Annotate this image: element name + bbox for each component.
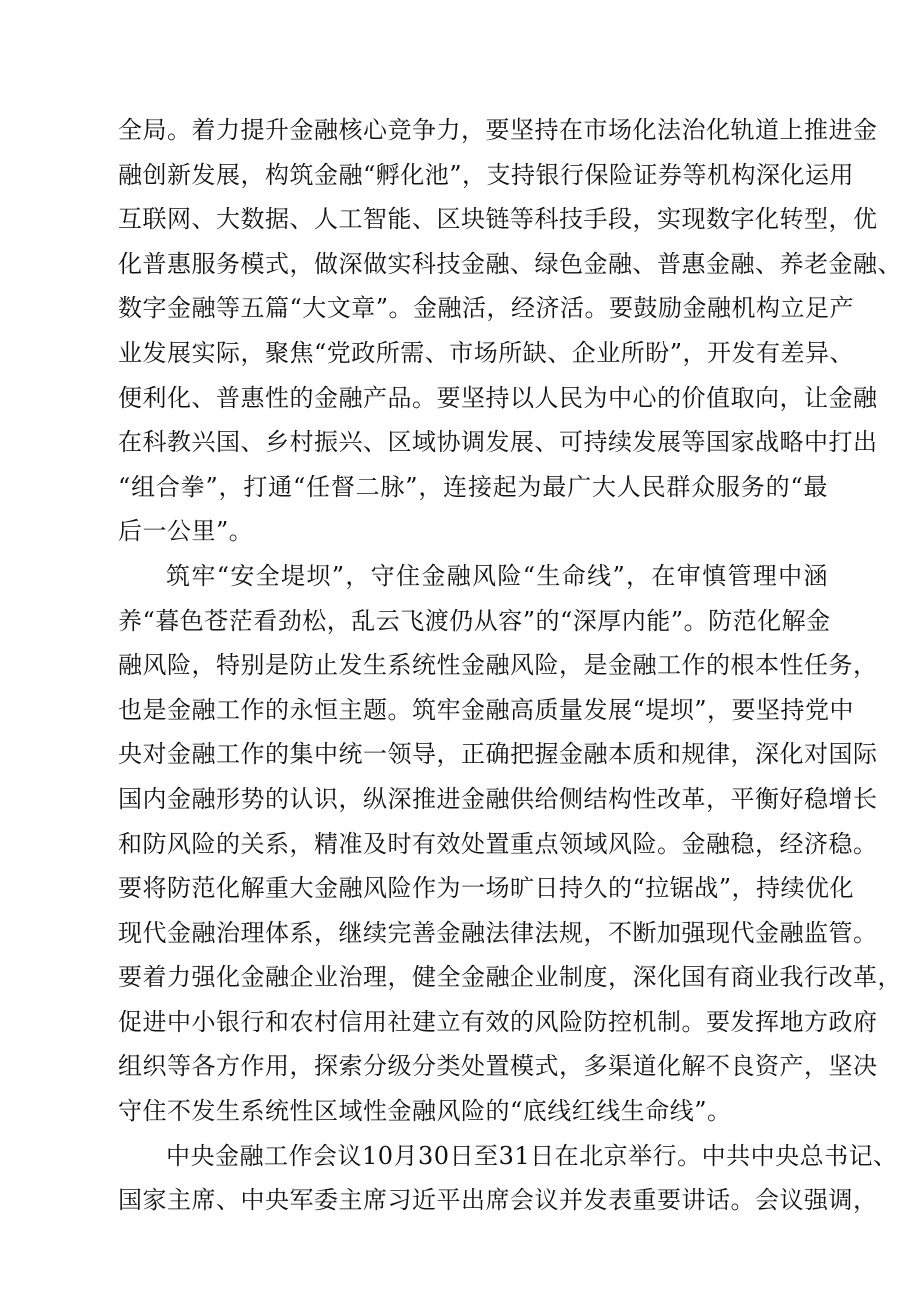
document-body [118, 108, 902, 1223]
paragraph-line: 现代金融治理体系，继续完善金融法律法规，不断加强现代金融监管。 [118, 918, 878, 947]
paragraph-line: 后一公里”。 [118, 517, 254, 546]
paragraph [118, 108, 902, 554]
paragraph-line: 养“暮色苍茫看劲松，乱云飞渡仍从容”的“深厚内能”。防范化解金 [118, 606, 831, 635]
paragraph-line: 要将防范化解重大金融风险作为一场旷日持久的“拉锯战”，持续优化 [118, 874, 855, 903]
paragraph-line: 筑牢“安全堤坝”，守住金融风险“生命线”，在审慎管理中涵 [166, 561, 828, 590]
paragraph-line: 互联网、大数据、人工智能、区块链等科技手段，实现数字化转型，优 [118, 205, 878, 234]
paragraph [118, 554, 902, 1134]
paragraph-line: 融创新发展，构筑金融“孵化池”，支持银行保险证券等机构深化运用 [118, 160, 855, 189]
paragraph-line: 央对金融工作的集中统一领导，正确把握金融本质和规律，深化对国际 [118, 740, 878, 769]
paragraph-line: 中央金融工作会议10月30日至31日在北京举行。中共中央总书记、 [166, 1141, 898, 1170]
paragraph-line: 要着力强化金融企业治理，健全金融企业制度，深化国有商业我行改革， [118, 963, 902, 992]
paragraph-line: 也是金融工作的永恒主题。筑牢金融高质量发展“堤坝”，要坚持党中 [118, 695, 855, 724]
paragraph-line: “组合拳”，打通“任督二脉”，连接起为最广大人民群众服务的“最 [118, 472, 828, 501]
paragraph-line: 和防风险的关系，精准及时有效处置重点领域风险。金融稳，经济稳。 [118, 829, 878, 858]
paragraph-line: 守住不发生系统性区域性金融风险的“底线红线生命线”。 [118, 1097, 732, 1126]
paragraph-line: 全局。着力提升金融核心竞争力，要坚持在市场化法治化轨道上推进金 [118, 116, 878, 144]
paragraph-line: 国内金融形势的认识，纵深推进金融供给侧结构性改革，平衡好稳增长 [118, 784, 878, 813]
paragraph-line: 业发展实际，聚焦“党政所需、市场所缺、企业所盼”，开发有差异、 [118, 338, 855, 367]
paragraph-line: 便利化、普惠性的金融产品。要坚持以人民为中心的价值取向，让金融 [118, 383, 878, 412]
paragraph [118, 1134, 898, 1223]
paragraph-line: 国家主席、中央军委主席习近平出席会议并发表重要讲话。会议强调， [118, 1186, 878, 1215]
paragraph-line: 数字金融等五篇“大文章”。金融活，经济活。要鼓励金融机构立足产 [118, 294, 855, 323]
paragraph-line: 促进中小银行和农村信用社建立有效的风险防控机制。要发挥地方政府 [118, 1007, 878, 1036]
paragraph-line: 化普惠服务模式，做深做实科技金融、绿色金融、普惠金融、养老金融、 [118, 249, 902, 278]
paragraph-line: 组织等各方作用，探索分级分类处置模式，多渠道化解不良资产，坚决 [118, 1052, 878, 1081]
paragraph-line: 在科教兴国、乡村振兴、区域协调发展、可持续发展等国家战略中打出 [118, 428, 878, 457]
paragraph-line: 融风险，特别是防止发生系统性金融风险，是金融工作的根本性任务， [118, 651, 878, 680]
